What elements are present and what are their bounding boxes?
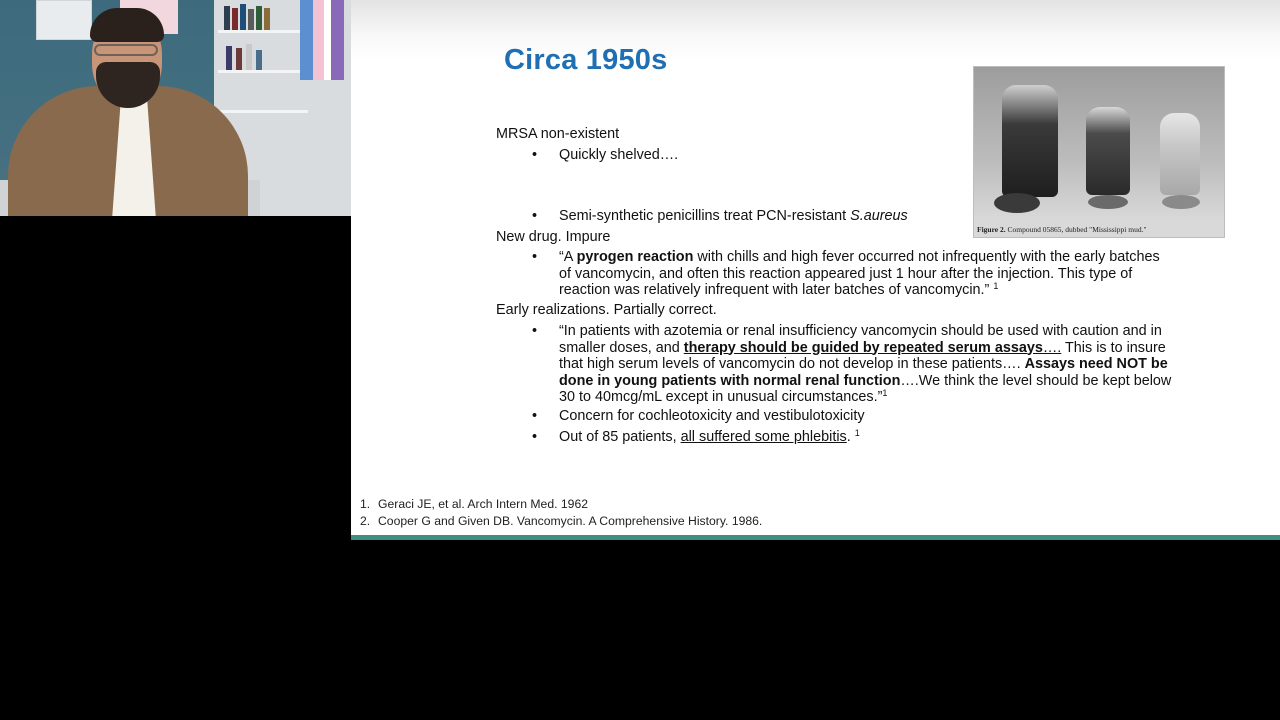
bullet-emphasis: all suffered some phlebitis	[680, 429, 847, 445]
citation-ref: 1	[882, 388, 888, 398]
bullet-text: Quickly shelved….	[559, 147, 679, 163]
shelf	[218, 110, 308, 113]
bullet-icon: •	[532, 208, 538, 224]
bullet-text	[559, 429, 860, 446]
quote-paragraph	[532, 249, 1174, 299]
bullet-text-part: Out of 85 patients,	[559, 429, 681, 445]
quote-emphasis: Assays need NOT be done in young patients with normal renal function	[559, 356, 1168, 389]
citation-ref: 1	[854, 428, 860, 438]
organism-name: S.aureus	[850, 208, 908, 224]
reference-text: Cooper G and Given DB. Vancomycin. A Comprehensive History. 1986.	[378, 514, 763, 528]
shared-slide	[351, 0, 1280, 535]
shelf	[218, 30, 308, 33]
bullet-icon: •	[532, 147, 538, 163]
book	[256, 50, 262, 70]
book	[264, 8, 270, 30]
presenter-glasses	[94, 44, 158, 56]
references	[360, 496, 762, 530]
bullet-icon: •	[532, 408, 538, 424]
quote-text: “In patients with azotemia or renal insufficiency vancomycin should be used with caution and in smaller doses, and	[559, 323, 1162, 356]
quote-text: with chills and high fever occurred not infrequently with the early batches of vancomycin, and often this reaction appeared just 1 hour after the injection. This type of reaction was relatively infrequent with later batches of vancomycin.”	[559, 249, 1160, 298]
book	[236, 48, 242, 70]
slide-accent-bar	[351, 535, 1280, 540]
quote-text: This is to insure that high serum levels of vancomycin do not develop in these patients….	[559, 339, 1166, 372]
section-heading: Early realizations. Partially correct.	[496, 302, 717, 318]
presenter-hair	[90, 8, 164, 42]
presenter-video[interactable]	[0, 0, 351, 216]
bullet-icon: •	[532, 429, 538, 445]
slide-title: Circa 1950s	[504, 44, 668, 76]
shelf	[218, 70, 308, 73]
caption-label: Figure 2.	[977, 225, 1006, 234]
book	[224, 6, 230, 30]
photo-caption	[974, 223, 1224, 237]
section-heading: MRSA non-existent	[496, 126, 620, 142]
bullet-text-part: Semi-synthetic penicillins treat PCN-resistant	[559, 208, 851, 224]
book	[246, 44, 252, 70]
quote-emphasis: therapy should be guided by repeated serum assays	[683, 339, 1043, 356]
citation-ref: 1	[993, 281, 999, 291]
book	[256, 6, 262, 30]
wall-poster	[36, 0, 92, 40]
spilled-powder	[1088, 195, 1128, 209]
book	[232, 8, 238, 30]
quote-text: ….We think the level should be kept below 30 to 40mcg/mL except in unusual circumstances.”	[559, 372, 1172, 405]
book	[248, 9, 254, 30]
bullet-text-part: .	[846, 429, 855, 445]
spilled-powder	[1162, 195, 1200, 209]
bullet-icon: •	[532, 323, 538, 339]
bullet-text	[559, 208, 908, 225]
reference-text: Geraci JE, et al. Arch Intern Med. 1962	[378, 497, 589, 511]
reference-number: 2.	[360, 514, 371, 528]
reference-item	[360, 496, 762, 513]
bottle-image	[1002, 85, 1058, 197]
bottle-image	[1086, 107, 1130, 195]
quote-text: “A	[559, 249, 577, 265]
flag	[300, 0, 344, 80]
book	[226, 46, 232, 70]
book	[240, 4, 246, 30]
slide-photo	[973, 66, 1225, 238]
bullet-icon: •	[532, 249, 538, 265]
bottle-image	[1160, 113, 1200, 195]
quote-text: ….	[1042, 339, 1062, 356]
reference-item	[360, 513, 762, 530]
quote-emphasis: pyrogen reaction	[576, 249, 694, 265]
quote-paragraph	[532, 323, 1174, 406]
bullet-text: Concern for cochleotoxicity and vestibulotoxicity	[559, 408, 865, 424]
spilled-powder	[994, 193, 1040, 213]
section-heading: New drug. Impure	[496, 229, 611, 245]
reference-number: 1.	[360, 497, 371, 511]
caption-text: Compound 05865, dubbed "Mississippi mud."	[1007, 225, 1147, 234]
